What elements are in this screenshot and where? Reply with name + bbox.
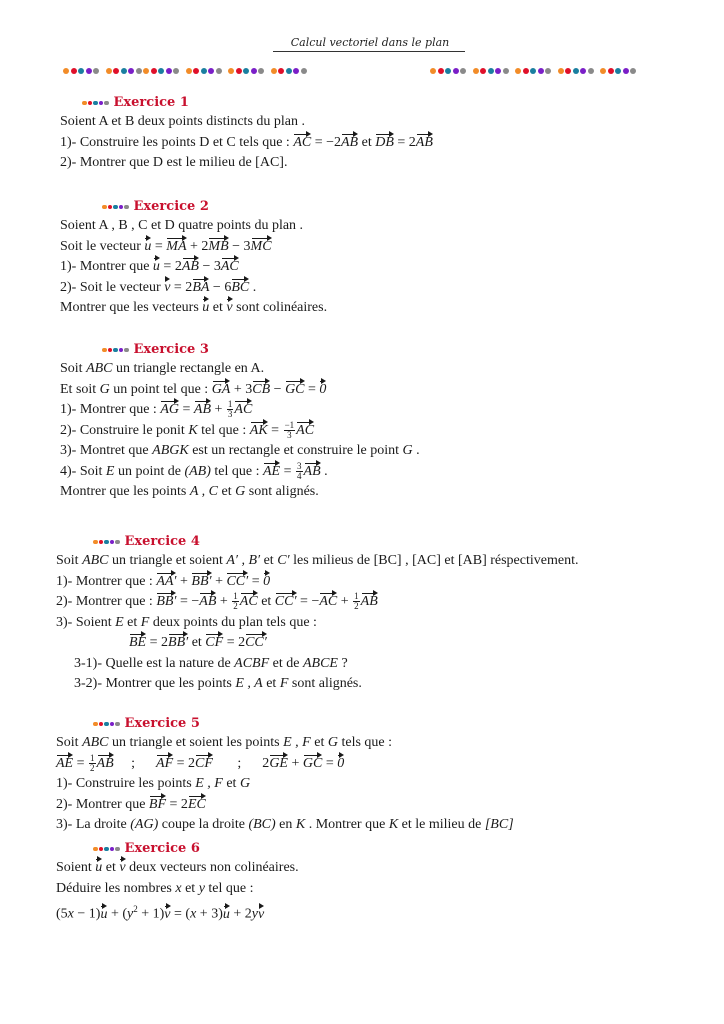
dot-group	[558, 68, 596, 74]
decorative-dot-icon	[121, 68, 127, 74]
decorative-dot-icon	[588, 68, 594, 74]
question-line: 4)- Soit E un point de (AB) tel que : AE = $\frac{3}{4}$ AB .	[60, 460, 328, 481]
question-line: 3)- La droite (AG) coupe la droite (BC) en K . Montrer que K et le milieu de [BC]	[56, 817, 514, 832]
dot-group	[271, 68, 309, 74]
dot-group	[228, 68, 266, 74]
question-line: 1)- Montrer que : AG = AB + $\frac{1}{3}$ AC	[60, 399, 253, 420]
dot-group	[106, 68, 181, 74]
exercise-heading	[56, 715, 696, 733]
exercise-title: Exercice 2	[133, 198, 209, 214]
formula-line: $(5x - 1)u + (y^2 + 1)v = (x + 3)u + 2yv$	[56, 904, 265, 922]
statement-line: Et soit G un point tel que : GA + 3CB − GC = 0	[60, 381, 327, 397]
decorative-dot-icon	[201, 68, 207, 74]
exercise-title: Exercice 1	[113, 94, 189, 110]
decorative-dot-icon	[495, 68, 501, 74]
exercise-2	[60, 198, 700, 319]
decorative-dot-icon	[623, 68, 629, 74]
exercise-heading	[60, 341, 700, 359]
exercise-title: Exercice 6	[124, 840, 200, 856]
exercise-heading	[60, 94, 700, 112]
decorative-dot-icon	[523, 68, 529, 74]
decorative-dot-icon	[93, 68, 99, 74]
statement-line: Soit ABC un triangle rectangle en A.	[60, 361, 265, 376]
bullet-dot-icon	[104, 722, 109, 727]
bullet-dot-icon	[99, 101, 104, 106]
bullet-dots-icon	[102, 205, 130, 210]
bullet-dots-icon	[82, 101, 110, 106]
decorative-dot-icon	[86, 68, 92, 74]
decorative-dot-icon	[128, 68, 134, 74]
exercise-title: Exercice 4	[124, 533, 200, 549]
decorative-dot-icon	[445, 68, 451, 74]
dot-group	[473, 68, 511, 74]
dot-group	[515, 68, 553, 74]
document-title: Calcul vectoriel dans le plan	[290, 36, 450, 49]
question-line: 1)- Montrer que u = 2AB − 3AC	[60, 259, 239, 274]
decorative-dot-icon	[460, 68, 466, 74]
bullet-dot-icon	[115, 722, 120, 727]
question-line: Déduire les nombres x et y tel que :	[56, 880, 254, 896]
decorative-dot-icon	[278, 68, 284, 74]
question-line: Montrer que les points A , C et G sont alignés.	[60, 484, 319, 499]
bullet-dot-icon	[104, 101, 109, 106]
decorative-dot-icon	[538, 68, 544, 74]
question-line: Montrer que les vecteurs u et v sont colinéaires.	[60, 300, 328, 315]
question-line: 1)- Construire les points E , F et G	[56, 776, 251, 791]
bullet-dot-icon	[124, 348, 129, 353]
decorative-dot-icon	[106, 68, 112, 74]
bullet-dot-icon	[102, 348, 107, 353]
exercise-title: Exercice 3	[133, 341, 209, 357]
bullet-dot-icon	[99, 540, 104, 545]
decorative-dot-icon	[208, 68, 214, 74]
question-line: 2)- Montrer que : BB′ = −AB + $\frac{1}{2}$ AC et CC′ = −AC + $\frac{1}{2}$ AB	[56, 591, 378, 612]
question-line: 3-1)- Quelle est la nature de ACBF et de ABCE ?	[74, 655, 348, 671]
decorative-dot-icon	[293, 68, 299, 74]
question-line: 3)- Montret que ABGK est un rectangle et construire le point G .	[60, 443, 420, 458]
bullet-dot-icon	[110, 847, 115, 852]
question-line: 2)- Soit le vecteur v = 2BA − 6BC .	[60, 279, 257, 295]
question-line: 1)- Montrer que : AA′ + BB′ + CC′ = 0	[56, 573, 271, 589]
exercise-heading	[56, 840, 696, 858]
exercise-4	[56, 533, 696, 695]
bullet-dot-icon	[88, 101, 93, 106]
question-line: 2)- Montrer que BF = 2EC	[56, 796, 206, 812]
decorative-dot-icon	[193, 68, 199, 74]
decorative-dot-icon	[143, 68, 149, 74]
bullet-dot-icon	[93, 722, 98, 727]
decorative-dot-icon	[545, 68, 551, 74]
decorative-dot-icon	[243, 68, 249, 74]
exercise-5	[56, 715, 696, 836]
exercise-6	[56, 840, 696, 925]
question-line: 1)- Construire les points D et C tels que : AC = −2AB et DB = 2AB	[60, 134, 433, 150]
decorative-dot-icon	[430, 68, 436, 74]
decorative-dot-icon	[158, 68, 164, 74]
bullet-dot-icon	[82, 101, 87, 106]
bullet-dot-icon	[119, 348, 124, 353]
bullet-dot-icon	[93, 540, 98, 545]
bullet-dot-icon	[93, 101, 98, 106]
bullet-dot-icon	[99, 722, 104, 727]
decorative-dot-icon	[558, 68, 564, 74]
decorative-dot-icon	[608, 68, 614, 74]
exercise-3	[60, 341, 700, 503]
decorative-dot-icon	[565, 68, 571, 74]
bullet-dot-icon	[119, 205, 124, 210]
decorative-dot-bar-right	[430, 68, 643, 74]
bullet-dots-icon	[93, 722, 121, 727]
statement-line: Soient A , B , C et D quatre points du plan .	[60, 218, 304, 233]
title-underline	[273, 51, 465, 52]
bullet-dots-icon	[102, 348, 130, 353]
question-line: 2)- Montrer que D est le milieu de [AC].	[60, 155, 288, 170]
decorative-dot-icon	[473, 68, 479, 74]
exercise-heading	[60, 198, 700, 216]
bullet-dot-icon	[110, 722, 115, 727]
bullet-dot-icon	[115, 540, 120, 545]
decorative-dot-icon	[258, 68, 264, 74]
dot-group	[430, 68, 468, 74]
formula-line: AE = $\frac{1}{2}$ AB ; AF = 2CF ; 2GE + GC = 0	[56, 752, 345, 773]
bullet-dots-icon	[93, 540, 121, 545]
decorative-dot-icon	[301, 68, 307, 74]
bullet-dots-icon	[93, 847, 121, 852]
decorative-dot-icon	[251, 68, 257, 74]
exercise-heading	[56, 533, 696, 551]
decorative-dot-icon	[63, 68, 69, 74]
decorative-dot-icon	[530, 68, 536, 74]
statement-line: Soit le vecteur u = MA + 2MB − 3MC	[60, 238, 272, 254]
statement-line: Soit ABC un triangle et soient les points E , F et G tels que :	[56, 735, 393, 750]
decorative-dot-icon	[480, 68, 486, 74]
bullet-dot-icon	[110, 540, 115, 545]
decorative-dot-icon	[136, 68, 142, 74]
decorative-dot-icon	[438, 68, 444, 74]
decorative-dot-icon	[286, 68, 292, 74]
bullet-dot-icon	[104, 847, 109, 852]
bullet-dot-icon	[104, 540, 109, 545]
decorative-dot-icon	[615, 68, 621, 74]
bullet-dot-icon	[124, 205, 129, 210]
decorative-dot-icon	[216, 68, 222, 74]
question-line: 2)- Construire le ponit K tel que : AK = $\frac{-1}{3}$ AC	[60, 419, 315, 440]
decorative-dot-icon	[453, 68, 459, 74]
question-line: 3)- Soient E et F deux points du plan tels que :	[56, 614, 317, 630]
bullet-dot-icon	[113, 205, 118, 210]
bullet-dot-icon	[102, 205, 107, 210]
decorative-dot-icon	[580, 68, 586, 74]
decorative-dot-icon	[271, 68, 277, 74]
formula-line: BE = 2BB′ et CF = 2CC′	[129, 635, 267, 650]
question-line: 3-2)- Montrer que les points E , A et F sont alignés.	[74, 676, 362, 691]
decorative-dot-icon	[236, 68, 242, 74]
dot-group	[63, 68, 101, 74]
decorative-dot-icon	[71, 68, 77, 74]
bullet-dot-icon	[113, 348, 118, 353]
decorative-dot-icon	[151, 68, 157, 74]
decorative-dot-bar-left	[63, 68, 313, 74]
decorative-dot-icon	[113, 68, 119, 74]
decorative-dot-icon	[166, 68, 172, 74]
decorative-dot-icon	[78, 68, 84, 74]
dot-group	[186, 68, 224, 74]
decorative-dot-icon	[600, 68, 606, 74]
bullet-dot-icon	[115, 847, 120, 852]
dot-group	[600, 68, 638, 74]
exercise-1	[60, 94, 700, 174]
decorative-dot-icon	[503, 68, 509, 74]
statement-line: Soient A et B deux points distincts du plan .	[60, 114, 305, 129]
statement-line: Soient u et v deux vecteurs non colinéaires.	[56, 860, 299, 875]
decorative-dot-icon	[488, 68, 494, 74]
decorative-dot-icon	[573, 68, 579, 74]
bullet-dot-icon	[99, 847, 104, 852]
decorative-dot-icon	[228, 68, 234, 74]
bullet-dot-icon	[93, 847, 98, 852]
bullet-dot-icon	[108, 205, 113, 210]
statement-line: Soit ABC un triangle et soient A′ , B′ et C′ les milieus de [BC] , [AC] et [AB] réspectivement.	[56, 553, 579, 568]
decorative-dot-icon	[515, 68, 521, 74]
decorative-dot-icon	[630, 68, 636, 74]
decorative-dot-icon	[173, 68, 179, 74]
decorative-dot-icon	[186, 68, 192, 74]
exercise-title: Exercice 5	[124, 715, 200, 731]
bullet-dot-icon	[108, 348, 113, 353]
